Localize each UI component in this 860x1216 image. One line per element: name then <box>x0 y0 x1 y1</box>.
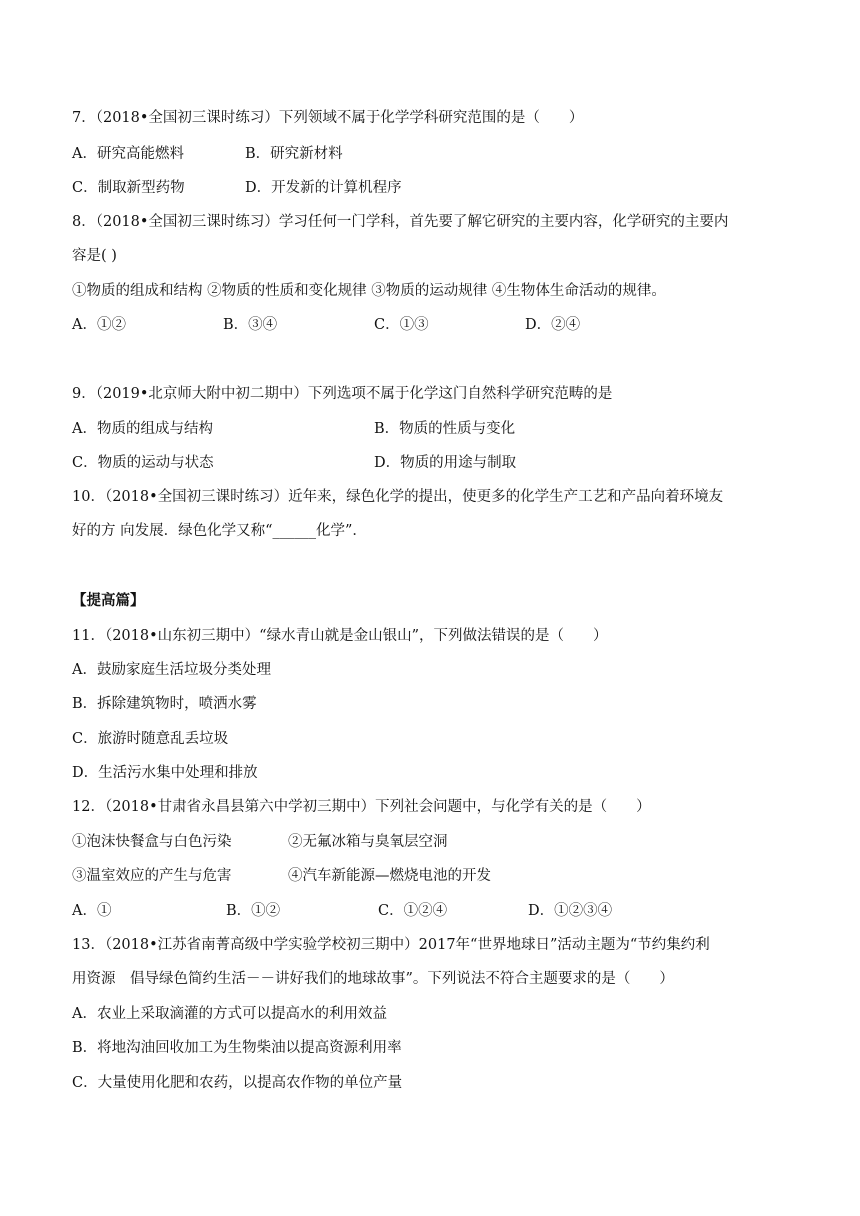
q8-stem-line2: 容是( ) <box>72 248 117 264</box>
q13-stem-line1: 13．（2018•江苏省南菁高级中学实验学校初三期中）2017年“世界地球日”活动主题为“节约集约利 <box>72 937 710 953</box>
q9-option-b: B．物质的性质与变化 <box>374 421 516 437</box>
q8-option-c: C．①③ <box>374 317 429 333</box>
q12-statement-1: ①泡沫快餐盒与白色污染 <box>72 834 232 850</box>
q11-option-c: C．旅游时随意乱丢垃圾 <box>72 731 229 747</box>
section-title: 【提高篇】 <box>72 592 145 609</box>
q12-statement-3: ③温室效应的产生与危害 <box>72 868 232 884</box>
q11-option-b: B．拆除建筑物时，喷洒水雾 <box>72 696 257 712</box>
q13-option-c: C．大量使用化肥和农药，以提高农作物的单位产量 <box>72 1075 403 1091</box>
q9-option-d: D．物质的用途与制取 <box>374 455 517 471</box>
q13-stem-line2: 用资源 倡导绿色简约生活－－讲好我们的地球故事”。下列说法不符合主题要求的是（ ） <box>72 971 674 987</box>
q7-option-b: B．研究新材料 <box>245 146 343 162</box>
q12-option-d: D．①②③④ <box>528 903 613 919</box>
q8-option-a: A．①② <box>72 317 126 333</box>
q12-statement-4: ④汽车新能源—燃烧电池的开发 <box>288 868 491 884</box>
q11-option-a: A．鼓励家庭生活垃圾分类处理 <box>72 662 271 678</box>
q9-option-c: C．物质的运动与状态 <box>72 455 214 471</box>
q8-option-b: B．③④ <box>223 317 278 333</box>
q10-stem-line1: 10．（2018•全国初三课时练习）近年来，绿色化学的提出，使更多的化学生产工艺和产品向着环境友 <box>72 489 724 505</box>
q8-stem-line1: 8．（2018•全国初三课时练习）学习任何一门学科，首先要了解它研究的主要内容，化学研究的主要内 <box>72 214 729 230</box>
q13-option-b: B．将地沟油回收加工为生物柴油以提高资源利用率 <box>72 1040 402 1056</box>
q9-option-a: A．物质的组成与结构 <box>72 421 213 437</box>
q12-option-a: A．① <box>72 903 112 919</box>
q7-option-a: A．研究高能燃料 <box>72 146 184 162</box>
q13-option-a: A．农业上采取滴灌的方式可以提高水的利用效益 <box>72 1006 387 1022</box>
q9-stem: 9．（2019•北京师大附中初二期中）下列选项不属于化学这门自然科学研究范畴的是 <box>72 386 613 402</box>
q12-option-c: C．①②④ <box>378 903 448 919</box>
q12-option-b: B．①② <box>226 903 281 919</box>
q12-stem: 12．（2018•甘肃省永昌县第六中学初三期中）下列社会问题中，与化学有关的是（ ） <box>72 799 651 815</box>
q8-option-d: D．②④ <box>525 317 581 333</box>
q7-option-c: C．制取新型药物 <box>72 180 185 196</box>
q12-statement-2: ②无氟冰箱与臭氧层空洞 <box>288 834 448 850</box>
q7-option-d: D．开发新的计算机程序 <box>245 180 402 196</box>
q7-stem: 7．（2018•全国初三课时练习）下列领域不属于化学学科研究范围的是（ ） <box>72 110 584 126</box>
q11-option-d: D．生活污水集中处理和排放 <box>72 765 258 781</box>
q10-stem-line2: 好的方 向发展．绿色化学又称“______化学”． <box>72 523 367 539</box>
q8-statements: ①物质的组成和结构 ②物质的性质和变化规律 ③物质的运动规律 ④生物体生命活动的规律。 <box>72 283 666 299</box>
q11-stem: 11．（2018•山东初三期中）“绿水青山就是金山银山”，下列做法错误的是（ ） <box>72 628 608 644</box>
